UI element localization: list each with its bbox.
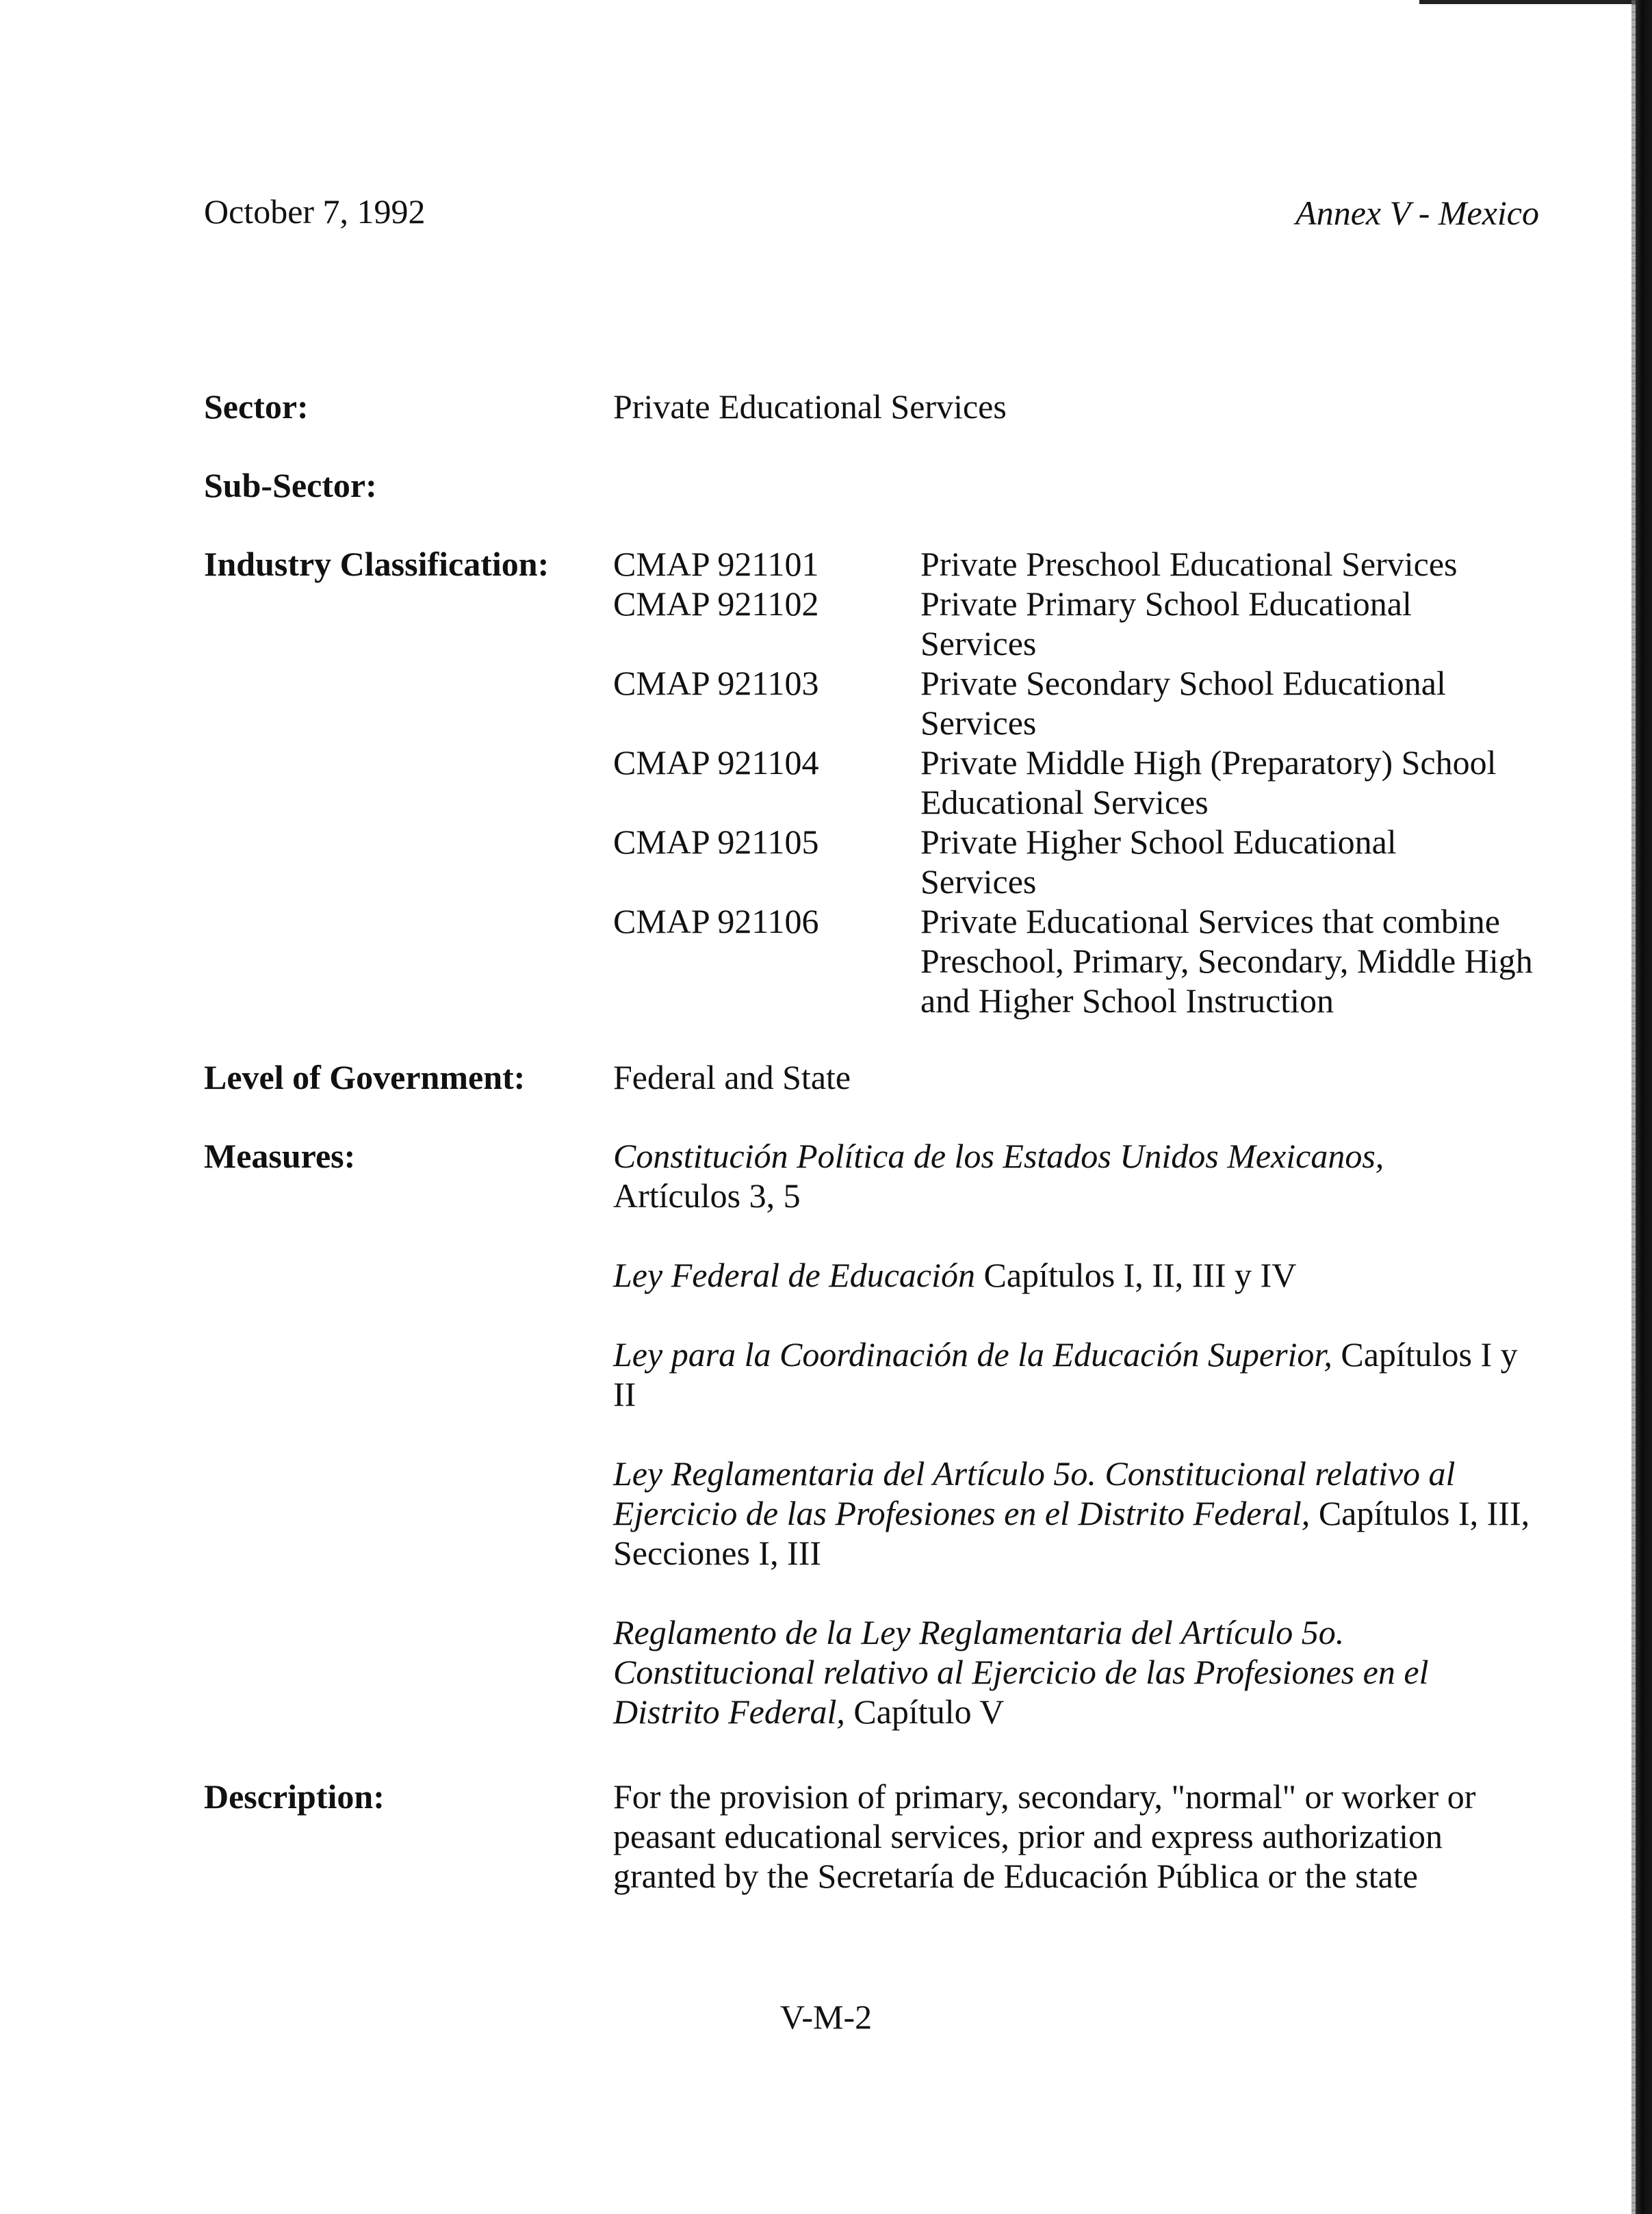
classification-code: CMAP 921105 (613, 823, 819, 861)
measure-item (613, 1454, 1537, 1573)
level-of-government-label: Level of Government: (204, 1058, 526, 1096)
industry-classification-label: Industry Classification: (204, 545, 550, 583)
measure-title: Reglamento de la Ley Reglamentaria del Artículo 5o. Constitucional relativo al Ejercicio de las Profesiones en el Distrito Federal, (613, 1613, 1429, 1731)
document-date: October 7, 1992 (204, 192, 426, 231)
classification-code: CMAP 921104 (613, 743, 819, 782)
measures-label: Measures: (204, 1137, 356, 1175)
description-label: Description: (204, 1777, 385, 1816)
measure-title: Ley Reglamentaria del Artículo 5o. Constitucional relativo al Ejercicio de las Profesiones en el Distrito Federal, (613, 1454, 1456, 1532)
measure-title: Ley Federal de Educación (613, 1256, 975, 1294)
measure-detail: Capítulos I y II (613, 1335, 1518, 1413)
sector-value: Private Educational Services (613, 387, 1007, 426)
description-text: For the provision of primary, secondary, "normal" or worker or peasant educational services, prior and express authorization granted by the Secretaría de Educación Pública or the state (613, 1777, 1476, 1895)
measure-detail: Capítulos I, III, Secciones I, III (613, 1494, 1530, 1572)
classification-code: CMAP 921102 (613, 584, 819, 623)
page-number: V-M-2 (779, 1998, 873, 2036)
scan-top-rule (1419, 0, 1652, 4)
sector-label: Sector: (204, 387, 309, 426)
classification-code: CMAP 921103 (613, 664, 819, 702)
classification-code: CMAP 921106 (613, 902, 819, 940)
classification-description: Private Secondary School Educational Services (920, 664, 1446, 742)
sub-sector-label: Sub-Sector: (204, 466, 377, 504)
classification-description: Private Middle High (Preparatory) School Educational Services (920, 743, 1497, 821)
measure-detail: Artículos 3, 5 (613, 1176, 801, 1215)
measure-item (613, 1335, 1537, 1414)
measure-detail: Capítulo V (844, 1692, 1005, 1731)
classification-description: Private Primary School Educational Services (920, 584, 1412, 662)
measures-list (613, 1136, 1544, 1771)
measure-item (613, 1136, 1421, 1215)
annex-title: Annex V - Mexico (1295, 194, 1539, 232)
classification-code: CMAP 921101 (613, 545, 819, 583)
measure-item (613, 1255, 1544, 1295)
scan-binding-edge (1636, 0, 1652, 2214)
classification-description: Private Preschool Educational Services (920, 545, 1458, 583)
measure-item (613, 1612, 1489, 1732)
level-of-government-value: Federal and State (613, 1058, 851, 1096)
classification-description: Private Educational Services that combine Preschool, Primary, Secondary, Middle High and Higher School Instruction (920, 902, 1533, 1020)
measure-detail: Capítulos I, II, III y IV (975, 1256, 1297, 1294)
classification-description: Private Higher School Educational Services (920, 823, 1397, 901)
measure-title: Ley para la Coordinación de la Educación Superior, (613, 1335, 1332, 1374)
measure-title: Constitución Política de los Estados Unidos Mexicanos, (613, 1137, 1384, 1175)
